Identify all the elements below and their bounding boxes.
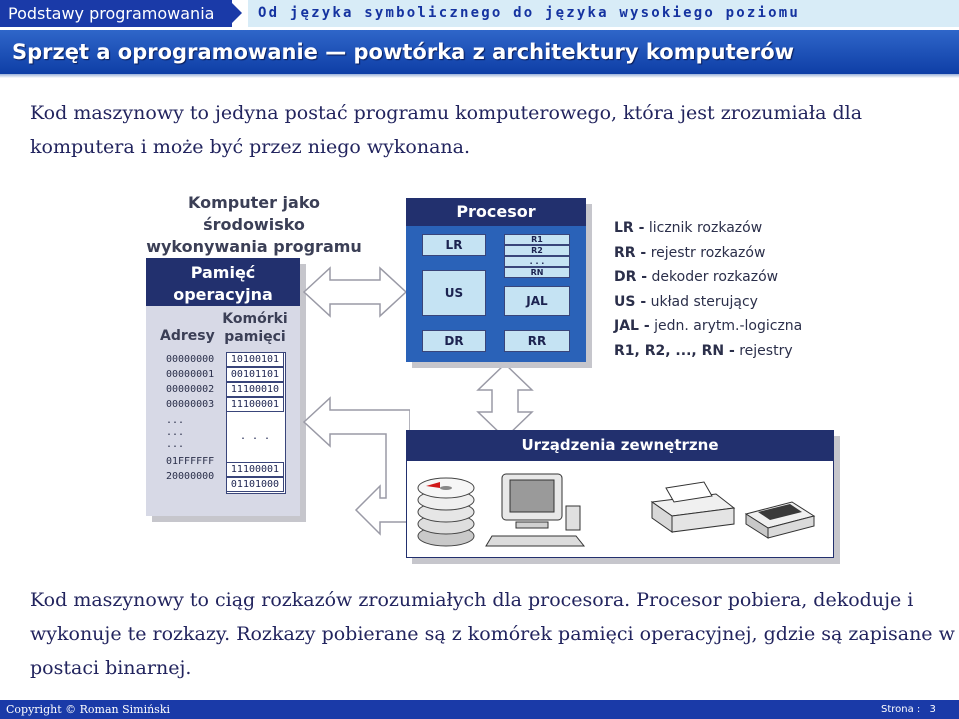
memory-processor-arrow-icon [300,262,410,322]
copyright-text: Copyright © Roman Simiński [6,703,171,716]
alu-jal: JAL [504,286,570,316]
address-item: 00000002 [166,384,215,395]
architecture-diagram [130,190,850,568]
scanner-icon [746,502,814,538]
title-band-shadow [0,74,959,78]
address-item: 00000001 [166,369,215,380]
disk-stack-icon [418,478,474,546]
memory-heading-line-2: operacyjna [173,285,273,304]
address-item: 00000000 [166,354,215,365]
breadcrumb[interactable]: Podstawy programowania [0,0,232,27]
processor-heading: Procesor [456,202,536,221]
devices-heading: Urządzenia zewnętrzne [521,436,719,454]
memory-col-cells-line-1: Komórki [222,311,288,327]
register-rr: RR [504,330,570,352]
memory-cell: 11100001 [226,397,284,412]
address-item: 20000000 [166,471,215,482]
page-title: Sprzęt a oprogramowanie — powtórka z architektury komputerów [12,40,795,64]
legend-item: US - układ sterujący [614,293,758,310]
memory-col-cells-line-2: pamięci [224,329,286,345]
memory-cell: 00101101 [226,367,284,382]
memory-cell: 11100010 [226,382,284,397]
computer-icon [486,474,584,546]
lecture-subtitle: Od języka symbolicznego do języka wysokiego poziomu [258,5,801,21]
memory-cell: 01101000 [226,477,284,492]
page-indicator [881,700,936,719]
processor-devices-arrow-icon [470,362,540,440]
register-rn: RN [504,267,570,278]
breadcrumb-arrow-icon [232,3,242,23]
memory-col-addresses: Adresy [160,328,215,344]
memory-cell: 10100101 [226,352,284,367]
register-r1: R1 [504,234,570,245]
legend-item: LR - licznik rozkazów [614,220,763,236]
legend-item: JAL - jedn. arytm.-logiczna [614,318,803,334]
closing-paragraph: Kod maszynowy to ciąg rozkazów zrozumiałych dla procesora. Procesor pobiera, dekoduje i wykonuje te rozkazy. Rozkazy pobierane są z komórek pamięci operacyjnej, gdzie są zapisane w postaci binarnej. [30,589,955,679]
printer-icon [652,482,734,532]
memory-heading-line-1: Pamięć [190,263,256,282]
address-item: 00000003 [166,399,215,410]
devices-illustration [416,466,816,554]
page-number: 3 [929,704,936,715]
intro-paragraph: Kod maszynowy to jedyna postać programu komputerowego, która jest zrozumiała dla komputera i może być przez niego wykonana. [30,102,863,158]
memory-cell-ellipsis: . . . [239,431,271,442]
register-lr: LR [422,234,486,256]
legend [614,216,802,363]
legend-item: R1, R2, ..., RN - rejestry [614,342,793,359]
decoder-dr: DR [422,330,486,352]
address-item: ... [166,427,185,438]
address-item: ... [166,439,185,450]
diagram-title [136,192,372,258]
diagram-title-line-2: wykonywania programu [146,237,362,256]
unit-us: US [422,270,486,316]
address-list [166,352,214,484]
address-item: ... [166,415,185,426]
memory-col-cells [220,310,290,346]
register-r2: R2 [504,245,570,256]
address-item: 01FFFFFF [166,456,215,467]
memory-heading [146,262,300,306]
register-ellipsis: . . . [504,256,570,267]
memory-devices-arrow-icon [300,392,410,542]
memory-cell: 11100001 [226,462,284,477]
diagram-title-line-1: Komputer jako środowisko [187,193,321,234]
legend-item: RR - rejestr rozkazów [614,244,766,261]
page-label: Strona : [881,704,921,715]
legend-item: DR - dekoder rozkazów [614,269,779,285]
